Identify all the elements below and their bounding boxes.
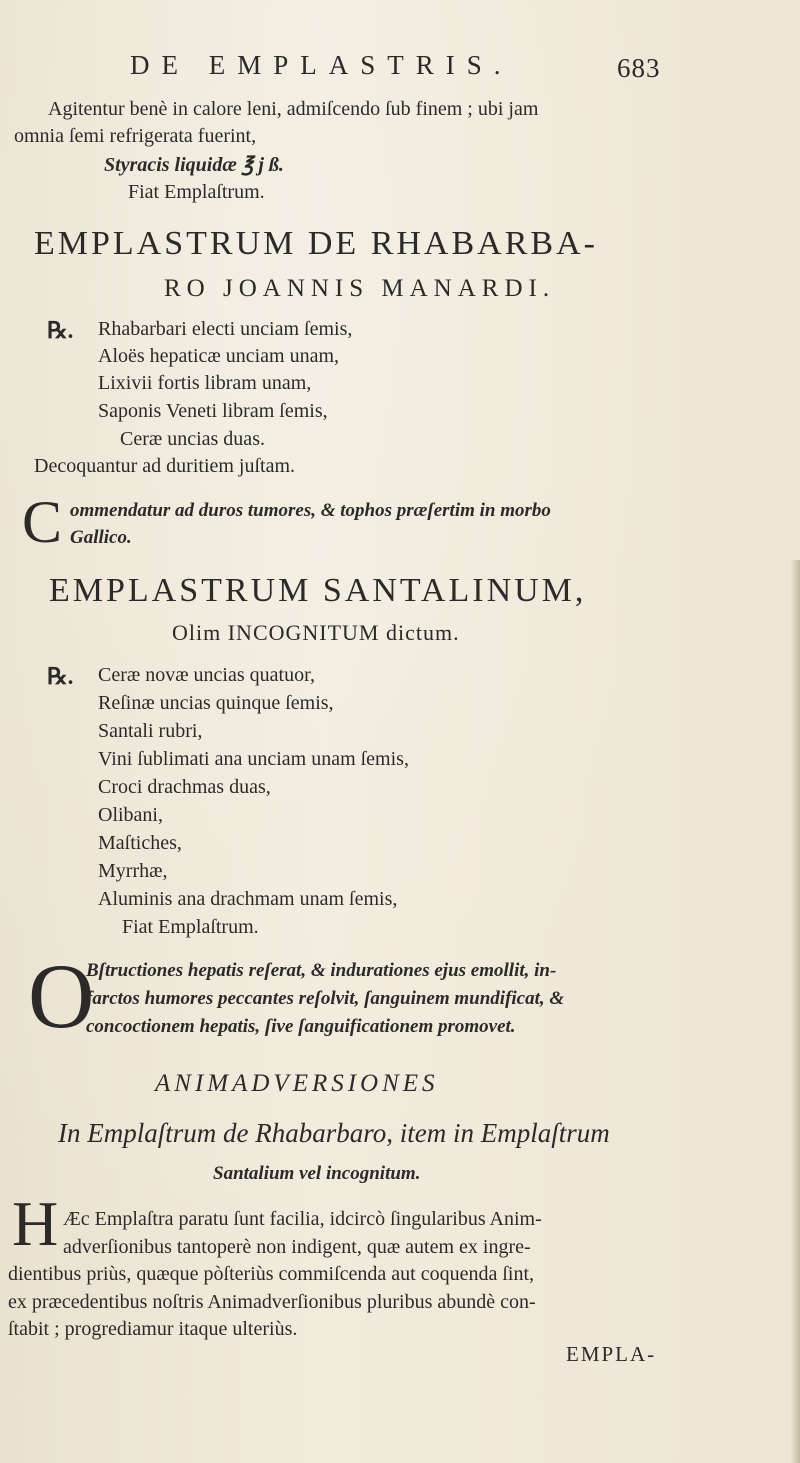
- section2-note-line-1: Bſtructiones hepatis reſerat, & indurationes ejus emollit, in-: [86, 960, 557, 981]
- section1-note-line-2: Gallico.: [70, 527, 132, 548]
- ingredient-2-5: Croci drachmas duas,: [98, 776, 271, 798]
- ingredient-1-3: Lixivii fortis libram unam,: [98, 372, 312, 394]
- section1-title: EMPLASTRUM DE RHABARBA-: [34, 225, 598, 262]
- section2-subtitle: Olim INCOGNITUM dictum.: [172, 620, 460, 645]
- page-edge-shadow: [790, 560, 800, 1463]
- recipe-symbol-1: ℞.: [47, 318, 74, 343]
- section2-fiat: Fiat Emplaſtrum.: [122, 916, 259, 938]
- ingredient-1-5: Ceræ uncias duas.: [120, 428, 265, 450]
- animadversiones-subtitle-1: In Emplaſtrum de Rhabarbaro, item in Emplaſtrum: [58, 1118, 610, 1148]
- intro-line-3: Styracis liquidæ ℥ j ß.: [104, 154, 284, 176]
- page-number: 683: [617, 53, 661, 83]
- intro-line-4: Fiat Emplaſtrum.: [128, 181, 265, 203]
- section2-note-line-3: concoctionem hepatis, ſive ſanguificationem promovet.: [86, 1016, 516, 1037]
- intro-line-1: Agitentur benè in calore leni, admiſcendo ſub finem ; ubi jam: [48, 98, 539, 120]
- ingredient-1-1: Rhabarbari electi unciam ſemis,: [98, 318, 353, 340]
- drop-cap-o: O: [28, 945, 95, 1047]
- section1-note-line-1: ommendatur ad duros tumores, & tophos præſertim in morbo: [70, 500, 551, 521]
- ingredient-2-7: Maſtiches,: [98, 832, 182, 854]
- ingredient-2-6: Olibani,: [98, 804, 163, 826]
- ingredient-1-2: Aloës hepaticæ unciam unam,: [98, 345, 340, 367]
- recipe-symbol-2: ℞.: [47, 664, 74, 689]
- section2-title: EMPLASTRUM SANTALINUM,: [49, 572, 587, 609]
- section2-note-line-2: farctos humores peccantes reſolvit, ſanguinem mundificat, &: [86, 988, 565, 1009]
- animadversiones-line-4: ex præcedentibus noſtris Animadverſionibus pluribus abundè con-: [8, 1291, 536, 1313]
- drop-cap-c: C: [22, 489, 63, 555]
- drop-cap-h: H: [12, 1188, 59, 1259]
- intro-line-2: omnia ſemi refrigerata fuerint,: [14, 125, 257, 147]
- animadversiones-title: ANIMADVERSIONES: [155, 1070, 439, 1097]
- ingredient-2-8: Myrrhæ,: [98, 860, 168, 882]
- animadversiones-line-1: Æc Emplaſtra paratu ſunt facilia, idcircò ſingularibus Anim-: [63, 1208, 542, 1230]
- animadversiones-line-2: adverſionibus tantoperè non indigent, quæ autem ex ingre-: [63, 1236, 531, 1258]
- animadversiones-line-5: ſtabit ; progrediamur itaque ulteriùs.: [8, 1318, 298, 1340]
- ingredient-2-3: Santali rubri,: [98, 720, 203, 742]
- ingredient-2-9: Aluminis ana drachmam unam ſemis,: [98, 888, 398, 910]
- ingredient-2-4: Vini ſublimati ana unciam unam ſemis,: [98, 748, 409, 770]
- ingredient-2-1: Ceræ novæ uncias quatuor,: [98, 664, 315, 686]
- ingredient-1-4: Saponis Veneti libram ſemis,: [98, 400, 328, 422]
- section1-instruction: Decoquantur ad duritiem juſtam.: [34, 455, 296, 477]
- catchword: EMPLA-: [566, 1342, 657, 1366]
- ingredient-2-2: Reſinæ uncias quinque ſemis,: [98, 692, 334, 714]
- animadversiones-line-3: dientibus priùs, quæque pòſteriùs commiſcenda aut coquenda ſint,: [8, 1263, 535, 1285]
- section1-title-cont: RO JOANNIS MANARDI.: [164, 275, 556, 302]
- animadversiones-subtitle-2: Santalium vel incognitum.: [213, 1163, 421, 1184]
- running-head: DE EMPLASTRIS.: [130, 50, 513, 80]
